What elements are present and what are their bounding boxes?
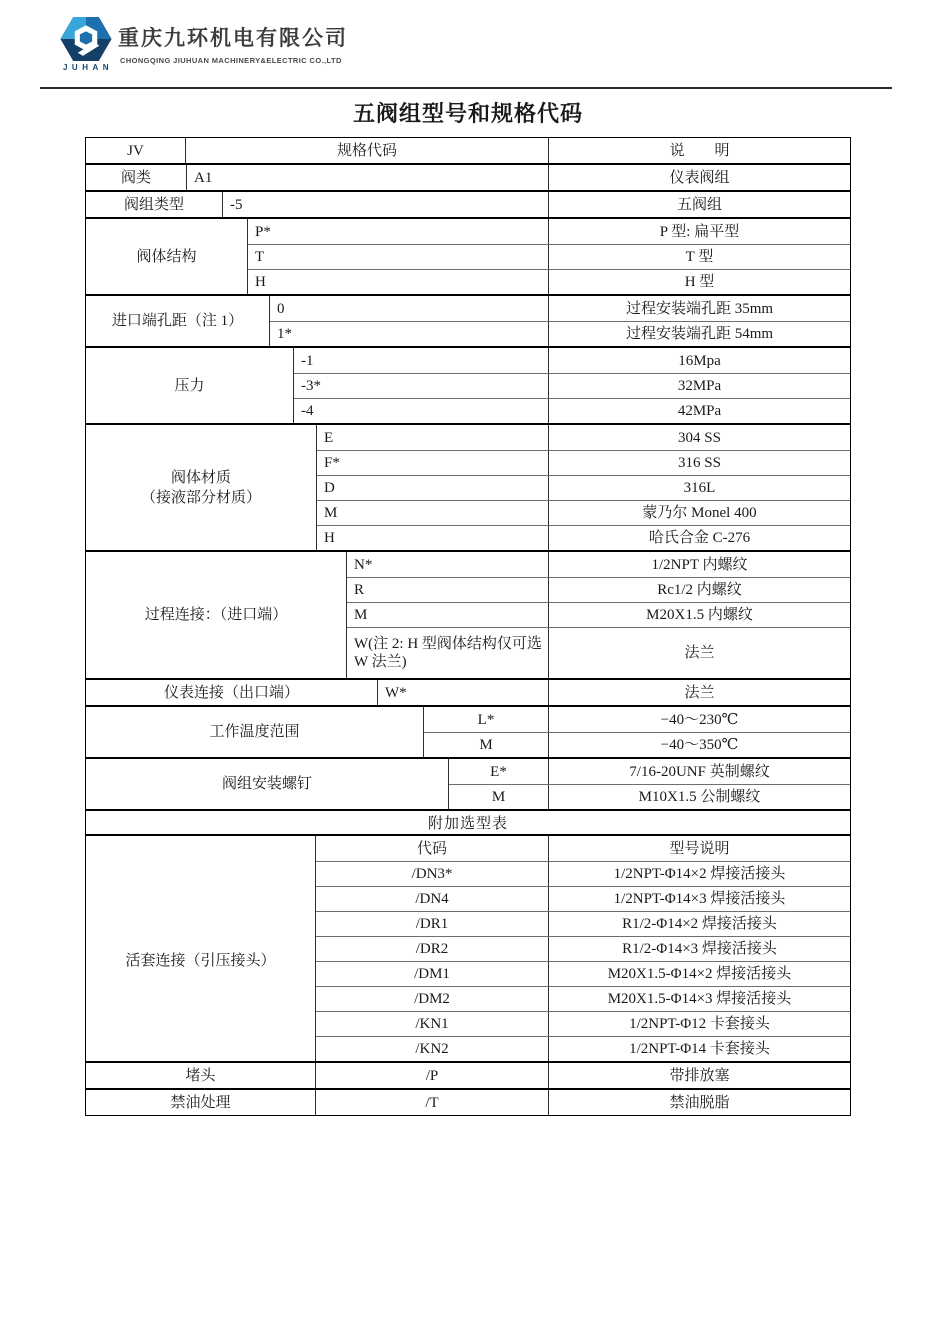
table-row <box>248 269 850 294</box>
page-title: 五阀组型号和规格代码 <box>352 101 583 126</box>
code-cell: P* <box>248 219 549 244</box>
desc-cell: M20X1.5-Φ14×2 焊接活接头 <box>607 966 792 982</box>
table-row <box>316 1011 850 1036</box>
desc-cell: 1/2NPT-Φ14×2 焊接活接头 <box>613 866 786 882</box>
table-row <box>270 321 850 346</box>
code-cell: N* <box>347 552 549 577</box>
section-rows <box>378 680 850 705</box>
table-row <box>449 784 850 809</box>
section-label <box>86 1090 316 1115</box>
desc-cell: 过程安装端孔距 35mm <box>625 300 774 317</box>
code-cell: /DN3* <box>316 862 549 886</box>
section-rows <box>270 296 850 346</box>
header-divider <box>40 87 892 89</box>
section-label <box>86 552 347 678</box>
desc-cell: 禁油脱脂 <box>669 1094 730 1111</box>
code-cell: 0 <box>270 296 549 321</box>
desc-cell: −40～350℃ <box>660 737 739 753</box>
section-label <box>86 759 449 809</box>
section-label-line: 仪表连接（出口端） <box>163 684 299 701</box>
code-cell: F* <box>317 451 549 475</box>
table-row <box>316 1090 850 1115</box>
desc-cell: H 型 <box>684 274 715 290</box>
section-label-line: 阀类 <box>120 169 151 186</box>
section-rows <box>316 1063 850 1088</box>
section-label-line: 阀体材质 <box>170 469 231 486</box>
section-rows <box>424 707 850 757</box>
section-label <box>86 680 378 705</box>
section-rows <box>186 138 850 163</box>
desc-cell: Rc1/2 内螺纹 <box>657 582 742 598</box>
code-cell: /T <box>316 1090 549 1115</box>
desc-cell: 过程安装端孔距 54mm <box>625 326 774 342</box>
desc-cell: 316L <box>683 480 716 496</box>
code-cell: /KN2 <box>316 1037 549 1061</box>
code-cell: W(注 2: H 型阀体结构仅可选 W 法兰) <box>347 628 549 678</box>
table-row <box>294 373 850 398</box>
section-label-line: 堵头 <box>185 1067 216 1084</box>
desc-cell: P 型: 扁平型 <box>659 223 740 240</box>
section-rows <box>316 1090 850 1115</box>
section-label-line: 阀组类型 <box>123 196 184 213</box>
section-rows <box>294 348 850 423</box>
code-cell: E* <box>449 759 549 784</box>
table-row <box>248 219 850 244</box>
table-row <box>317 475 850 500</box>
section-label <box>86 836 316 1061</box>
desc-cell: −40～230℃ <box>660 711 739 728</box>
section-label-line: 过程连接：（进口端） <box>144 607 288 623</box>
section-label-line: 进口端孔距（注 1） <box>111 313 244 329</box>
section-plug <box>86 1061 850 1088</box>
table-row <box>316 886 850 911</box>
code-cell: L* <box>424 707 549 732</box>
desc-cell: 316 SS <box>678 455 721 471</box>
table-row <box>248 244 850 269</box>
table-row <box>316 936 850 961</box>
desc-cell: M10X1.5 公制螺纹 <box>638 789 761 805</box>
section-label-line: JV <box>127 142 144 159</box>
company-name-en: CHONGQING JIUHUAN MACHINERY&ELECTRIC CO.,LTD <box>120 56 342 65</box>
code-cell: E <box>317 425 549 450</box>
desc-cell: 304 SS <box>678 429 721 446</box>
desc-column-header: 说 明 <box>669 142 730 159</box>
section-header-row <box>86 138 850 163</box>
table-row <box>223 192 850 217</box>
code-cell: /DM2 <box>316 987 549 1011</box>
section-label-line: 禁油处理 <box>170 1094 231 1111</box>
desc-cell: M20X1.5-Φ14×3 焊接活接头 <box>607 991 792 1007</box>
desc-cell: 7/16-20UNF 英制螺纹 <box>629 763 770 780</box>
code-cell: -3* <box>294 374 549 398</box>
code-cell: /DR2 <box>316 937 549 961</box>
section-label <box>86 425 317 550</box>
section-label <box>86 1063 316 1088</box>
table-row <box>449 759 850 784</box>
section-label-line: 活套连接（引压接头） <box>125 953 276 969</box>
section-rows <box>248 219 850 294</box>
section-pressure <box>86 346 850 423</box>
desc-cell: 蒙乃尔 Monel 400 <box>642 505 757 521</box>
code-cell: H <box>248 270 549 294</box>
section-label <box>86 165 187 190</box>
table-row <box>424 732 850 757</box>
table-row <box>316 861 850 886</box>
section-rows <box>316 836 850 1061</box>
table-row <box>378 680 850 705</box>
table-row <box>316 1063 850 1088</box>
code-cell: /DR1 <box>316 912 549 936</box>
hexagon-logo-icon <box>60 16 112 62</box>
section-label-line: 压力 <box>174 377 205 394</box>
section-oil-free-treatment <box>86 1088 850 1115</box>
code-cell: M <box>347 603 549 627</box>
code-cell: D <box>317 476 549 500</box>
section-label <box>86 707 424 757</box>
code-cell: -4 <box>294 399 549 423</box>
code-cell: R <box>347 578 549 602</box>
table-row <box>424 707 850 732</box>
code-cell: M <box>317 501 549 525</box>
code-cell: A1 <box>187 165 549 190</box>
code-cell: M <box>424 733 549 757</box>
section-inlet-hole-distance <box>86 294 850 346</box>
desc-cell: 32MPa <box>677 378 722 394</box>
section-label-line: （接液部分材质） <box>140 489 261 506</box>
page-header <box>40 14 890 88</box>
company-logo <box>54 16 118 72</box>
desc-cell: 哈氏合金 C-276 <box>648 530 751 546</box>
section-label <box>86 192 223 217</box>
code-cell: /DN4 <box>316 887 549 911</box>
section-rows <box>317 425 850 550</box>
section-label <box>86 348 294 423</box>
table-row <box>294 398 850 423</box>
code-cell: H <box>317 526 549 550</box>
section-rows <box>449 759 850 809</box>
section-process-connection <box>86 550 850 678</box>
code-cell: -5 <box>223 192 549 217</box>
logo-wordmark: JUHAN <box>62 63 114 72</box>
section-mounting-screws <box>86 757 850 809</box>
code-column-header: 规格代码 <box>186 138 549 163</box>
section-label-line: 阀体结构 <box>136 248 197 265</box>
desc-cell: 1/2NPT-Φ14 卡套接头 <box>629 1041 770 1057</box>
table-row <box>347 577 850 602</box>
table-row <box>317 525 850 550</box>
section-body-material <box>86 423 850 550</box>
desc-cell: 法兰 <box>684 645 715 661</box>
desc-cell: T 型 <box>685 249 714 265</box>
desc-cell: R1/2-Φ14×2 焊接活接头 <box>622 916 777 932</box>
section-valve-class <box>86 163 850 190</box>
section-label-line: 阀组安装螺钉 <box>221 776 312 792</box>
section-rows <box>223 192 850 217</box>
table-row <box>347 552 850 577</box>
code-cell: W* <box>378 680 549 705</box>
section-union-connection <box>86 834 850 1061</box>
table-row <box>270 296 850 321</box>
code-cell: 1* <box>270 322 549 346</box>
desc-cell: 1/2NPT-Φ14×3 焊接活接头 <box>613 891 786 907</box>
spec-table <box>85 137 851 1116</box>
section-rows <box>347 552 850 678</box>
table-row <box>347 602 850 627</box>
desc-cell: 五阀组 <box>676 196 722 213</box>
section-additional-options-banner: 附加选型表 <box>86 809 850 834</box>
section-body-structure <box>86 217 850 294</box>
section-label <box>86 296 270 346</box>
desc-cell: 仪表阀组 <box>669 169 730 186</box>
table-row <box>317 450 850 475</box>
section-label-line: 工作温度范围 <box>209 724 300 740</box>
code-cell: T <box>248 245 549 269</box>
code-cell: /P <box>316 1063 549 1088</box>
column-header-row <box>316 836 850 861</box>
desc-cell: M20X1.5 内螺纹 <box>646 607 753 623</box>
code-cell: /KN1 <box>316 1012 549 1036</box>
section-working-temperature <box>86 705 850 757</box>
table-row <box>347 627 850 678</box>
section-manifold-type <box>86 190 850 217</box>
desc-cell: 法兰 <box>684 684 715 701</box>
code-cell: -1 <box>294 348 549 373</box>
table-row <box>317 500 850 525</box>
code-cell: /DM1 <box>316 962 549 986</box>
table-row <box>317 425 850 450</box>
company-name-cn: 重庆九环机电有限公司 <box>118 27 348 50</box>
desc-cell: 1/2NPT 内螺纹 <box>651 556 748 573</box>
desc-cell: R1/2-Φ14×3 焊接活接头 <box>622 941 777 957</box>
table-row <box>187 165 850 190</box>
desc-column-header: 型号说明 <box>669 840 730 857</box>
code-cell: M <box>449 785 549 809</box>
table-row <box>316 986 850 1011</box>
table-row <box>294 348 850 373</box>
desc-cell: 16Mpa <box>678 352 721 369</box>
table-row <box>316 911 850 936</box>
desc-cell: 1/2NPT-Φ12 卡套接头 <box>629 1016 770 1032</box>
desc-cell: 带排放塞 <box>669 1067 730 1084</box>
section-rows <box>187 165 850 190</box>
section-label <box>86 219 248 294</box>
column-header-row <box>186 138 850 163</box>
desc-cell: 42MPa <box>677 403 722 419</box>
section-label <box>86 138 186 163</box>
section-instrument-connection <box>86 678 850 705</box>
table-row <box>316 1036 850 1061</box>
table-row <box>316 961 850 986</box>
code-column-header: 代码 <box>316 836 549 861</box>
